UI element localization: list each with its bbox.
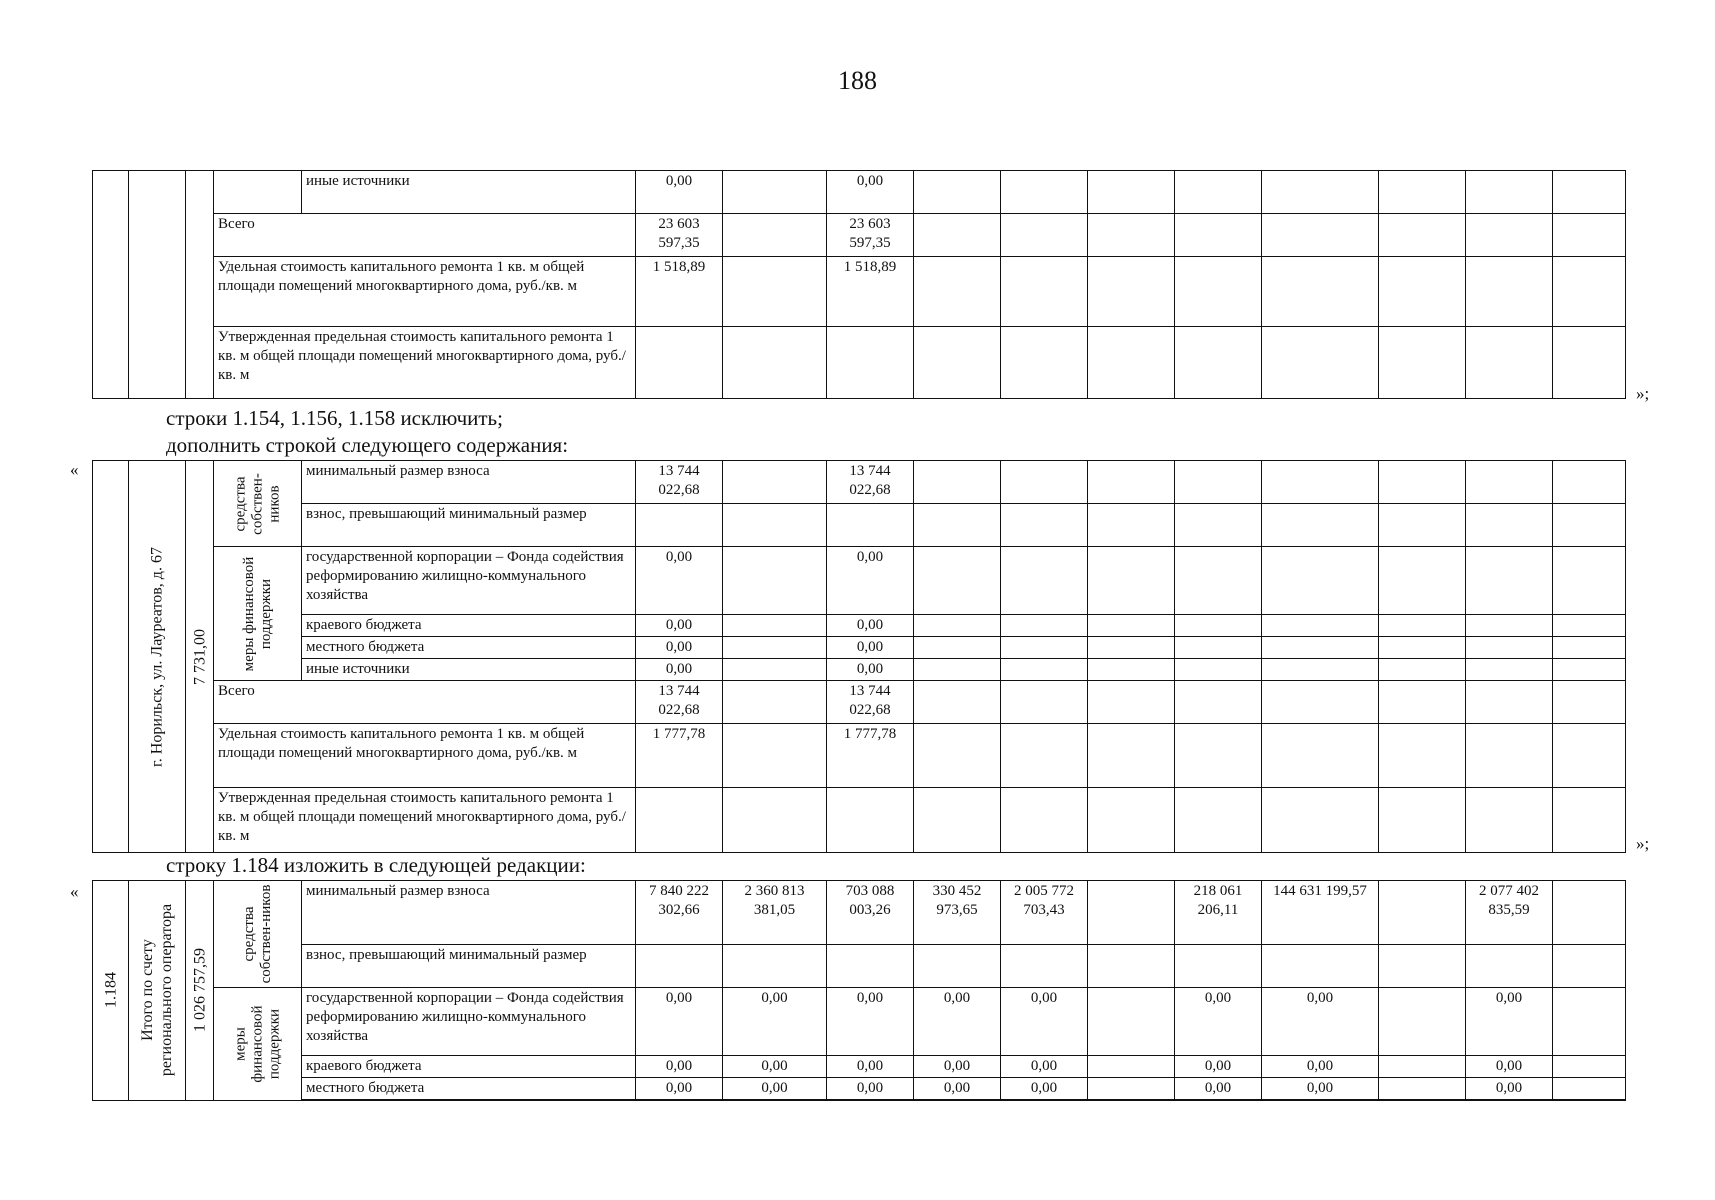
value-cell: [636, 945, 723, 988]
value-cell: 0,00: [1262, 1056, 1379, 1078]
value-cell: [723, 214, 827, 257]
value-cell: 0,00: [636, 615, 723, 637]
value-cell: [914, 659, 1001, 681]
row-label: взнос, превышающий минимальный размер: [302, 945, 636, 988]
value-cell: [1553, 214, 1626, 257]
value-cell: [914, 637, 1001, 659]
value-cell: 0,00: [1466, 1078, 1553, 1101]
row-label: Всего: [214, 681, 636, 724]
value-cell: 0,00: [636, 547, 723, 615]
instruction-add-row: дополнить строкой следующего содержания:: [166, 433, 569, 457]
value-cell: [1001, 214, 1088, 257]
row-label: краевого бюджета: [302, 1056, 636, 1078]
table-row: [93, 461, 1626, 504]
value-cell: 0,00: [1001, 1078, 1088, 1101]
funding-table-new-row: [92, 460, 1626, 853]
value-cell: [1088, 547, 1175, 615]
value-cell: [914, 945, 1001, 988]
value-cell: [914, 724, 1001, 788]
value-cell: [1553, 881, 1626, 945]
value-cell: [1262, 504, 1379, 547]
value-cell: [914, 257, 1001, 327]
value-cell: [1379, 504, 1466, 547]
value-cell: [723, 788, 827, 853]
value-cell: [636, 504, 723, 547]
table-row: [93, 988, 1626, 1056]
value-cell: [1553, 547, 1626, 615]
value-cell: [723, 659, 827, 681]
group-support-text: меры финансовой поддержки: [232, 1005, 282, 1083]
value-cell: 0,00: [636, 171, 723, 214]
value-cell: [827, 504, 914, 547]
value-cell: [1088, 1078, 1175, 1101]
value-cell: [1001, 257, 1088, 327]
area-text: 7 731,00: [191, 628, 208, 685]
value-cell: [1466, 171, 1553, 214]
table-row: [93, 547, 1626, 615]
value-cell: [1379, 1078, 1466, 1101]
value-cell: 23 603 597,35: [636, 214, 723, 257]
value-cell: 0,00: [636, 637, 723, 659]
value-cell: [1379, 724, 1466, 788]
value-cell: [1001, 945, 1088, 988]
table-row: [93, 788, 1626, 853]
value-cell: [827, 945, 914, 988]
value-cell: 13 744 022,68: [636, 681, 723, 724]
value-cell: 2 005 772 703,43: [1001, 881, 1088, 945]
value-cell: [1379, 615, 1466, 637]
value-cell: [1088, 461, 1175, 504]
value-cell: 218 061 206,11: [1175, 881, 1262, 945]
value-cell: [1553, 988, 1626, 1056]
value-cell: 1 518,89: [827, 257, 914, 327]
value-cell: [1553, 788, 1626, 853]
value-cell: 0,00: [827, 171, 914, 214]
table-row: [93, 504, 1626, 547]
value-cell: [1466, 724, 1553, 788]
value-cell: [1175, 461, 1262, 504]
value-cell: [1553, 504, 1626, 547]
value-cell: [636, 327, 723, 399]
value-cell: [914, 615, 1001, 637]
value-cell: [1088, 327, 1175, 399]
row-label: иные источники: [302, 659, 636, 681]
value-cell: 0,00: [827, 988, 914, 1056]
value-cell: [1553, 659, 1626, 681]
value-cell: 0,00: [1466, 988, 1553, 1056]
value-cell: 0,00: [723, 988, 827, 1056]
value-cell: [1553, 1056, 1626, 1078]
value-cell: 0,00: [914, 988, 1001, 1056]
value-cell: [1379, 171, 1466, 214]
value-cell: [1175, 547, 1262, 615]
row-number-text: 1.184: [102, 972, 119, 1009]
row-label: Удельная стоимость капитального ремонта 1 кв. м общей площади помещений многоквартирного дома, руб./кв. м: [214, 257, 636, 327]
value-cell: 0,00: [1262, 1078, 1379, 1101]
table-row: [93, 724, 1626, 788]
value-cell: [1088, 257, 1175, 327]
value-cell: [723, 547, 827, 615]
value-cell: 0,00: [1262, 988, 1379, 1056]
row-number-cell: [93, 461, 129, 853]
value-cell: [1088, 659, 1175, 681]
value-cell: [1379, 881, 1466, 945]
value-cell: [1553, 724, 1626, 788]
value-cell: [1175, 214, 1262, 257]
value-cell: [1262, 214, 1379, 257]
value-cell: [1553, 637, 1626, 659]
value-cell: 2 077 402 835,59: [1466, 881, 1553, 945]
value-cell: [636, 788, 723, 853]
group-cell: [214, 171, 302, 214]
opening-quote: «: [70, 460, 79, 479]
value-cell: [1175, 637, 1262, 659]
area-cell: [186, 461, 214, 853]
group-support-cell: [214, 988, 302, 1101]
value-cell: 13 744 022,68: [827, 681, 914, 724]
value-cell: 0,00: [636, 659, 723, 681]
value-cell: [1262, 945, 1379, 988]
value-cell: [1262, 461, 1379, 504]
value-cell: [1553, 461, 1626, 504]
value-cell: [1175, 615, 1262, 637]
value-cell: [723, 327, 827, 399]
value-cell: [1001, 659, 1088, 681]
value-cell: 13 744 022,68: [827, 461, 914, 504]
value-cell: [1466, 214, 1553, 257]
value-cell: [1262, 724, 1379, 788]
value-cell: [1466, 547, 1553, 615]
value-cell: 0,00: [1466, 1056, 1553, 1078]
value-cell: [914, 504, 1001, 547]
row-label: Утвержденная предельная стоимость капитального ремонта 1 кв. м общей площади помещений многоквартирного дома, руб./кв. м: [214, 788, 636, 853]
table-row: [93, 327, 1626, 399]
value-cell: 703 088 003,26: [827, 881, 914, 945]
value-cell: [1088, 988, 1175, 1056]
value-cell: [723, 461, 827, 504]
value-cell: [1466, 461, 1553, 504]
group-owners-cell: [214, 461, 302, 547]
value-cell: [1379, 988, 1466, 1056]
value-cell: 0,00: [636, 1056, 723, 1078]
value-cell: [1262, 327, 1379, 399]
value-cell: [1088, 637, 1175, 659]
value-cell: [1262, 615, 1379, 637]
closing-quote: »;: [1636, 384, 1650, 403]
group-support-cell: [214, 547, 302, 681]
value-cell: [1379, 945, 1466, 988]
area-cell: [186, 881, 214, 1101]
row-label: государственной корпорации – Фонда содействия реформированию жилищно-коммунального хозяйства: [302, 547, 636, 615]
funding-table-row-1184: [92, 880, 1626, 1101]
value-cell: [1088, 504, 1175, 547]
value-cell: [1088, 788, 1175, 853]
value-cell: 1 777,78: [827, 724, 914, 788]
value-cell: [1175, 788, 1262, 853]
group-support-text: меры финансовой поддержки: [240, 556, 274, 671]
group-owners-text: средства собствен-ников: [240, 884, 274, 984]
value-cell: [1088, 724, 1175, 788]
row-label: местного бюджета: [302, 637, 636, 659]
value-cell: [1466, 327, 1553, 399]
row-label: Всего: [214, 214, 636, 257]
row-label: взнос, превышающий минимальный размер: [302, 504, 636, 547]
value-cell: [1466, 257, 1553, 327]
area-cell: [186, 171, 214, 399]
value-cell: 1 518,89: [636, 257, 723, 327]
value-cell: [1379, 788, 1466, 853]
value-cell: 13 744 022,68: [636, 461, 723, 504]
table-row: [93, 257, 1626, 327]
value-cell: [1088, 171, 1175, 214]
group-owners-text: средства собствен-ников: [232, 472, 282, 535]
closing-quote: »;: [1636, 834, 1650, 853]
funding-table-continuation: [92, 170, 1626, 399]
value-cell: [1379, 327, 1466, 399]
value-cell: 23 603 597,35: [827, 214, 914, 257]
value-cell: [1001, 681, 1088, 724]
value-cell: [1466, 681, 1553, 724]
value-cell: [1001, 637, 1088, 659]
value-cell: [1553, 681, 1626, 724]
value-cell: [723, 637, 827, 659]
value-cell: [1553, 257, 1626, 327]
value-cell: [1466, 659, 1553, 681]
value-cell: [1262, 257, 1379, 327]
value-cell: 0,00: [1175, 1078, 1262, 1101]
value-cell: [827, 788, 914, 853]
value-cell: [1466, 637, 1553, 659]
value-cell: [1379, 659, 1466, 681]
value-cell: [1001, 724, 1088, 788]
value-cell: [1001, 327, 1088, 399]
row-label: минимальный размер взноса: [302, 881, 636, 945]
value-cell: 0,00: [914, 1078, 1001, 1101]
value-cell: 0,00: [636, 988, 723, 1056]
row-label: иные источники: [302, 171, 636, 214]
value-cell: [1088, 681, 1175, 724]
value-cell: [914, 547, 1001, 615]
value-cell: [1262, 659, 1379, 681]
value-cell: [723, 257, 827, 327]
value-cell: 0,00: [636, 1078, 723, 1101]
value-cell: [914, 214, 1001, 257]
value-cell: [1001, 547, 1088, 615]
instruction-edit-row: строку 1.184 изложить в следующей редакции:: [166, 853, 586, 877]
table-row: [93, 659, 1626, 681]
address-text: г. Норильск, ул. Лауреатов, д. 67: [148, 546, 166, 767]
value-cell: [1175, 327, 1262, 399]
page-number: 188: [838, 66, 877, 95]
value-cell: [1001, 615, 1088, 637]
value-cell: [1466, 615, 1553, 637]
row-label: местного бюджета: [302, 1078, 636, 1101]
row-label: Утвержденная предельная стоимость капитального ремонта 1 кв. м общей площади помещений многоквартирного дома, руб./кв. м: [214, 327, 636, 399]
value-cell: [1088, 615, 1175, 637]
value-cell: [1553, 171, 1626, 214]
value-cell: [914, 788, 1001, 853]
table-row: [93, 637, 1626, 659]
value-cell: [914, 461, 1001, 504]
value-cell: [723, 504, 827, 547]
value-cell: [1175, 945, 1262, 988]
value-cell: [1379, 461, 1466, 504]
row-number-cell: [93, 881, 129, 1101]
value-cell: 0,00: [723, 1078, 827, 1101]
value-cell: 2 360 813 381,05: [723, 881, 827, 945]
value-cell: [1466, 788, 1553, 853]
value-cell: 0,00: [914, 1056, 1001, 1078]
value-cell: [1379, 547, 1466, 615]
table-row: [93, 171, 1626, 214]
value-cell: [1379, 214, 1466, 257]
value-cell: 0,00: [1001, 988, 1088, 1056]
value-cell: [1262, 637, 1379, 659]
value-cell: 0,00: [827, 1078, 914, 1101]
value-cell: 0,00: [827, 615, 914, 637]
value-cell: [1262, 788, 1379, 853]
address-cell: [129, 881, 186, 1101]
value-cell: [914, 327, 1001, 399]
value-cell: [1088, 1056, 1175, 1078]
value-cell: 0,00: [1175, 1056, 1262, 1078]
value-cell: [827, 327, 914, 399]
value-cell: [1088, 945, 1175, 988]
value-cell: [723, 945, 827, 988]
value-cell: [1262, 547, 1379, 615]
value-cell: [914, 681, 1001, 724]
row-label: краевого бюджета: [302, 615, 636, 637]
value-cell: [1175, 659, 1262, 681]
value-cell: [1379, 637, 1466, 659]
value-cell: [723, 724, 827, 788]
value-cell: [1088, 214, 1175, 257]
value-cell: 0,00: [723, 1056, 827, 1078]
opening-quote: «: [70, 882, 79, 901]
table-row: [93, 1056, 1626, 1078]
value-cell: [1001, 788, 1088, 853]
row-number-cell: [93, 171, 129, 399]
value-cell: [1553, 327, 1626, 399]
value-cell: [1262, 171, 1379, 214]
value-cell: 1 777,78: [636, 724, 723, 788]
value-cell: [1379, 257, 1466, 327]
value-cell: [1379, 681, 1466, 724]
table-row: [93, 681, 1626, 724]
address-text: Итого по счету регионального оператора: [139, 904, 175, 1077]
value-cell: 0,00: [1175, 988, 1262, 1056]
value-cell: [1088, 881, 1175, 945]
value-cell: [1466, 504, 1553, 547]
value-cell: [1379, 1056, 1466, 1078]
value-cell: [1175, 504, 1262, 547]
value-cell: [1262, 681, 1379, 724]
address-cell: [129, 171, 186, 399]
value-cell: 0,00: [827, 659, 914, 681]
row-label: Удельная стоимость капитального ремонта 1 кв. м общей площади помещений многоквартирного дома, руб./кв. м: [214, 724, 636, 788]
value-cell: [1175, 681, 1262, 724]
value-cell: [1175, 171, 1262, 214]
value-cell: [723, 615, 827, 637]
table-row: [93, 214, 1626, 257]
row-label: государственной корпорации – Фонда содействия реформированию жилищно-коммунального хозяйства: [302, 988, 636, 1056]
value-cell: [1553, 615, 1626, 637]
value-cell: 7 840 222 302,66: [636, 881, 723, 945]
table-row: [93, 615, 1626, 637]
value-cell: [1001, 171, 1088, 214]
value-cell: [1001, 461, 1088, 504]
value-cell: [1466, 945, 1553, 988]
address-cell: [129, 461, 186, 853]
value-cell: [723, 171, 827, 214]
value-cell: [1553, 945, 1626, 988]
value-cell: [723, 681, 827, 724]
area-text: 1 026 757,59: [191, 948, 208, 1033]
instruction-exclude-rows: строки 1.154, 1.156, 1.158 исключить;: [166, 406, 503, 430]
value-cell: 330 452 973,65: [914, 881, 1001, 945]
row-label: минимальный размер взноса: [302, 461, 636, 504]
value-cell: [1175, 724, 1262, 788]
value-cell: 0,00: [1001, 1056, 1088, 1078]
value-cell: 0,00: [827, 637, 914, 659]
value-cell: [914, 171, 1001, 214]
table-row: [93, 1078, 1626, 1101]
value-cell: [1553, 1078, 1626, 1101]
table-row: [93, 881, 1626, 945]
table-row: [93, 945, 1626, 988]
value-cell: 0,00: [827, 547, 914, 615]
value-cell: 0,00: [827, 1056, 914, 1078]
value-cell: [1175, 257, 1262, 327]
value-cell: [1001, 504, 1088, 547]
group-owners-cell: [214, 881, 302, 988]
value-cell: 144 631 199,57: [1262, 881, 1379, 945]
